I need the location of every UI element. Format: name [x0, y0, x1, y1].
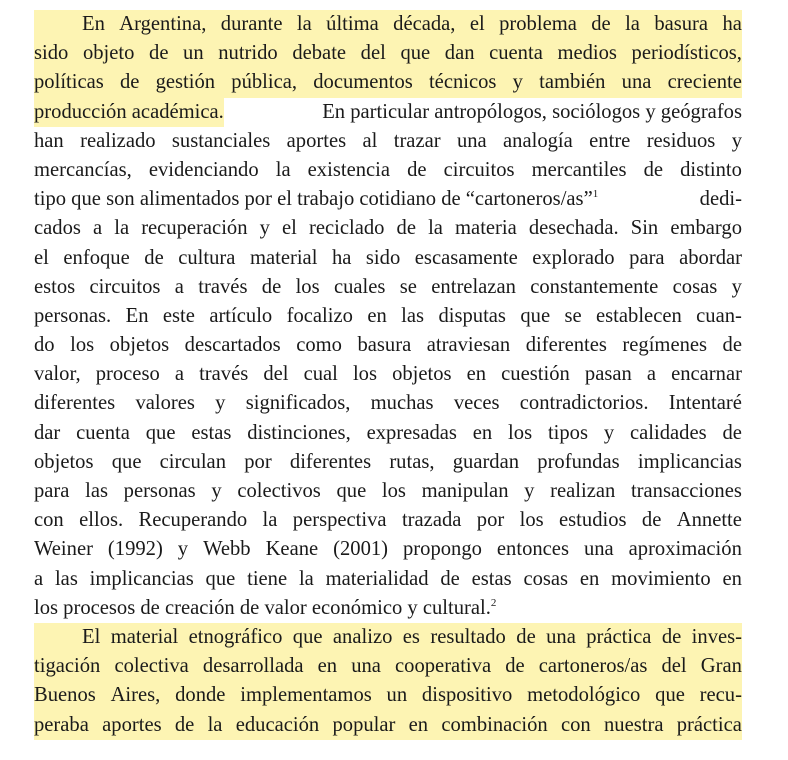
document-page: [34, 10, 742, 740]
text-line: tigación colectiva desarrollada en una cooperativa de cartoneros/as del Gran: [34, 652, 742, 681]
text-segment: los procesos de creación de valor económico y cultural.$^2$: [34, 596, 497, 619]
text-line: con ellos. Recuperando la perspectiva trazada por los estudios de Annette: [34, 509, 742, 532]
text-line: han realizado sustanciales aportes al trazar una analogía entre residuos y: [34, 129, 742, 152]
text-line: mercancías, evidenciando la existencia de circuitos mercantiles de distinto: [34, 158, 742, 181]
text-line: personas. En este artículo focalizo en las disputas que se establecen cuan-: [34, 304, 742, 327]
text-line: [34, 98, 742, 127]
text-line: El material etnográfico que analizo es resultado de una práctica de inves-: [34, 623, 742, 652]
text-line: Weiner (1992) y Webb Keane (2001) propongo entonces una aproximación: [34, 538, 742, 561]
text-line: el enfoque de cultura material ha sido escasamente explorado para abordar: [34, 246, 742, 269]
footnote-ref-2[interactable]: 2: [490, 596, 497, 609]
text-segment: En particular antropólogos, sociólogos y geógrafos: [322, 100, 742, 123]
text-line: estos circuitos a través de los cuales se entrelazan constantemente cosas y: [34, 275, 742, 298]
text-line: sido objeto de un nutrido debate del que dan cuenta medios periodísticos,: [34, 39, 742, 68]
text-segment: dedi-: [699, 188, 742, 211]
text-line: valor, proceso a través del cual los objetos en cuestión pasan a encarnar: [34, 363, 742, 386]
footnote-ref-1[interactable]: 1: [592, 188, 599, 201]
text-line: Buenos Aires, donde implementamos un dispositivo metodológico que recu-: [34, 681, 742, 710]
text-line: dar cuenta que estas distinciones, expresadas en los tipos y calidades de: [34, 421, 742, 444]
paragraph-1: [34, 10, 742, 623]
highlighted-text: producción académica.: [34, 98, 224, 127]
text-line: políticas de gestión pública, documentos técnicos y también una creciente: [34, 68, 742, 97]
paragraph-2: [34, 623, 742, 740]
text-line: cados a la recuperación y el reciclado de la materia desechada. Sin embargo: [34, 217, 742, 240]
text-line: En Argentina, durante la última década, el problema de la basura ha: [34, 10, 742, 39]
text-line: [34, 185, 742, 214]
text-line: diferentes valores y significados, muchas veces contradictorios. Intentaré: [34, 392, 742, 415]
text-line: objetos que circulan por diferentes rutas, guardan profundas implicancias: [34, 450, 742, 473]
text-line: para las personas y colectivos que los manipulan y realizan transacciones: [34, 480, 742, 502]
text-segment: tipo que son alimentados por el trabajo cotidiano de “cartoneros/as”$^1$: [34, 188, 599, 211]
text-line: do los objetos descartados como basura atraviesan diferentes regímenes de: [34, 334, 742, 357]
text-line: [34, 594, 742, 623]
text-line: peraba aportes de la educación popular en combinación con nuestra práctica: [34, 711, 742, 740]
text-line: a las implicancias que tiene la materialidad de estas cosas en movimiento en: [34, 567, 742, 590]
